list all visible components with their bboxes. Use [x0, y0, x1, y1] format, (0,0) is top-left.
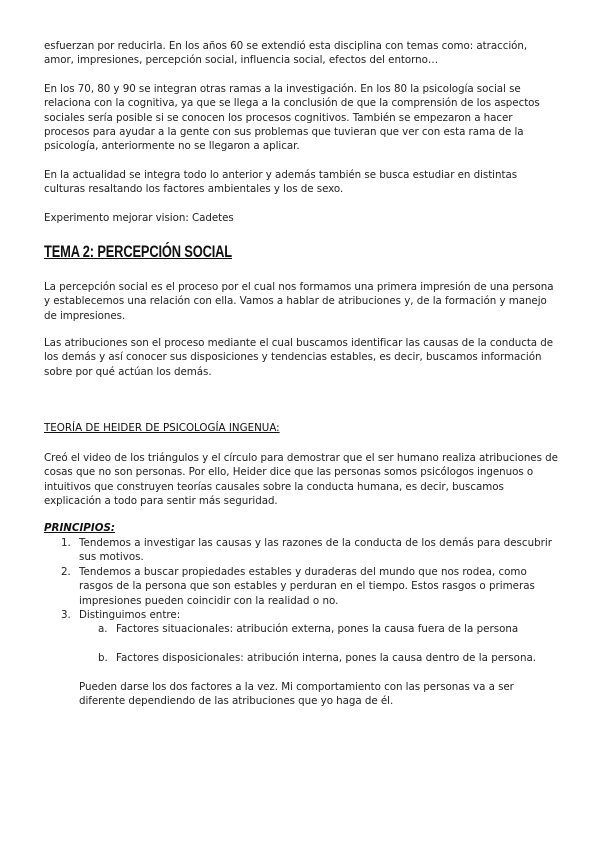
list-item-text: Factores situacionales: atribución externa, pones la causa fuera de la persona	[116, 623, 519, 635]
paragraph-actualidad: En la actualidad se integra todo lo anterior y además también se busca estudiar en distintas culturas resaltando los factores ambientales y los de sexo.	[44, 169, 518, 196]
section-title: TEMA 2: PERCEPCIÓN SOCIAL	[44, 243, 232, 261]
paragraph-atribuciones: Las atribuciones son el proceso mediante el cual buscamos identificar las causas de la conducta de los demás y así conocer sus disposiciones y tendencias estables, es decir, buscamos información sobre por qué actúan los demás.	[44, 337, 554, 378]
subsection-heading-heider: TEORÍA DE HEIDER DE PSICOLOGÍA INGENUA:	[44, 422, 280, 434]
list-marker: 3.	[61, 609, 71, 621]
principles-heading: PRINCIPIOS:	[44, 522, 115, 534]
list-marker: 2.	[61, 566, 71, 578]
list-item-text: Tendemos a investigar las causas y las razones de la conducta de los demás para descubrir sus motivos.	[79, 537, 552, 564]
paragraph-experimento: Experimento mejorar vision: Cadetes	[44, 212, 234, 224]
list-item-text: Factores disposicionales: atribución interna, pones la causa dentro de la persona.	[116, 652, 537, 664]
paragraph-percepcion-social: La percepción social es el proceso por el cual nos formamos una primera impresión de una persona y establecemos una relación con ella. Vamos a hablar de atribuciones y, de la formación y manejo de impresiones.	[44, 281, 554, 322]
paragraph-decades: En los 70, 80 y 90 se integran otras ramas a la investigación. En los 80 la psicología social se relaciona con la cognitiva, ya que se llega a la conclusión de que la comprensión de los aspectos sociales sería posible si se conocen los procesos cognitivos. También se empezaron a hacer procesos para ayudar a la gente con sus problemas que tuvieran que ver con esta rama de la psicología, anteriormente no se llegaron a aplicar.	[44, 83, 540, 153]
list-marker: b.	[98, 652, 108, 664]
list-marker: 1.	[61, 537, 71, 549]
list-item-text: Tendemos a buscar propiedades estables y duraderas del mundo que nos rodea, como rasgos de la persona que son estables y perduran en el tiempo. Estos rasgos o primeras impresiones pueden coincidir con la realidad o no.	[79, 566, 535, 607]
list-item-text: Distinguimos entre:	[79, 609, 181, 621]
paragraph-heider: Creó el video de los triángulos y el círculo para demostrar que el ser humano realiza atribuciones de cosas que no son personas. Por ello, Heider dice que las personas somos psicólogos ingenuos o intuitivos que construyen teorías causales sobre la conducta humana, es decir, buscamos explicación a todo para sentir más seguridad.	[44, 452, 558, 507]
paragraph-closing: Pueden darse los dos factores a la vez. Mi comportamiento con las personas va a ser diferente dependiendo de las atribuciones que yo haga de él.	[79, 681, 514, 708]
paragraph-intro-continued: esfuerzan por reducirla. En los años 60 se extendió esta disciplina con temas como: atracción, amor, impresiones, percepción social, influencia social, efectos del entorno…	[44, 40, 528, 67]
list-marker: a.	[98, 623, 108, 635]
